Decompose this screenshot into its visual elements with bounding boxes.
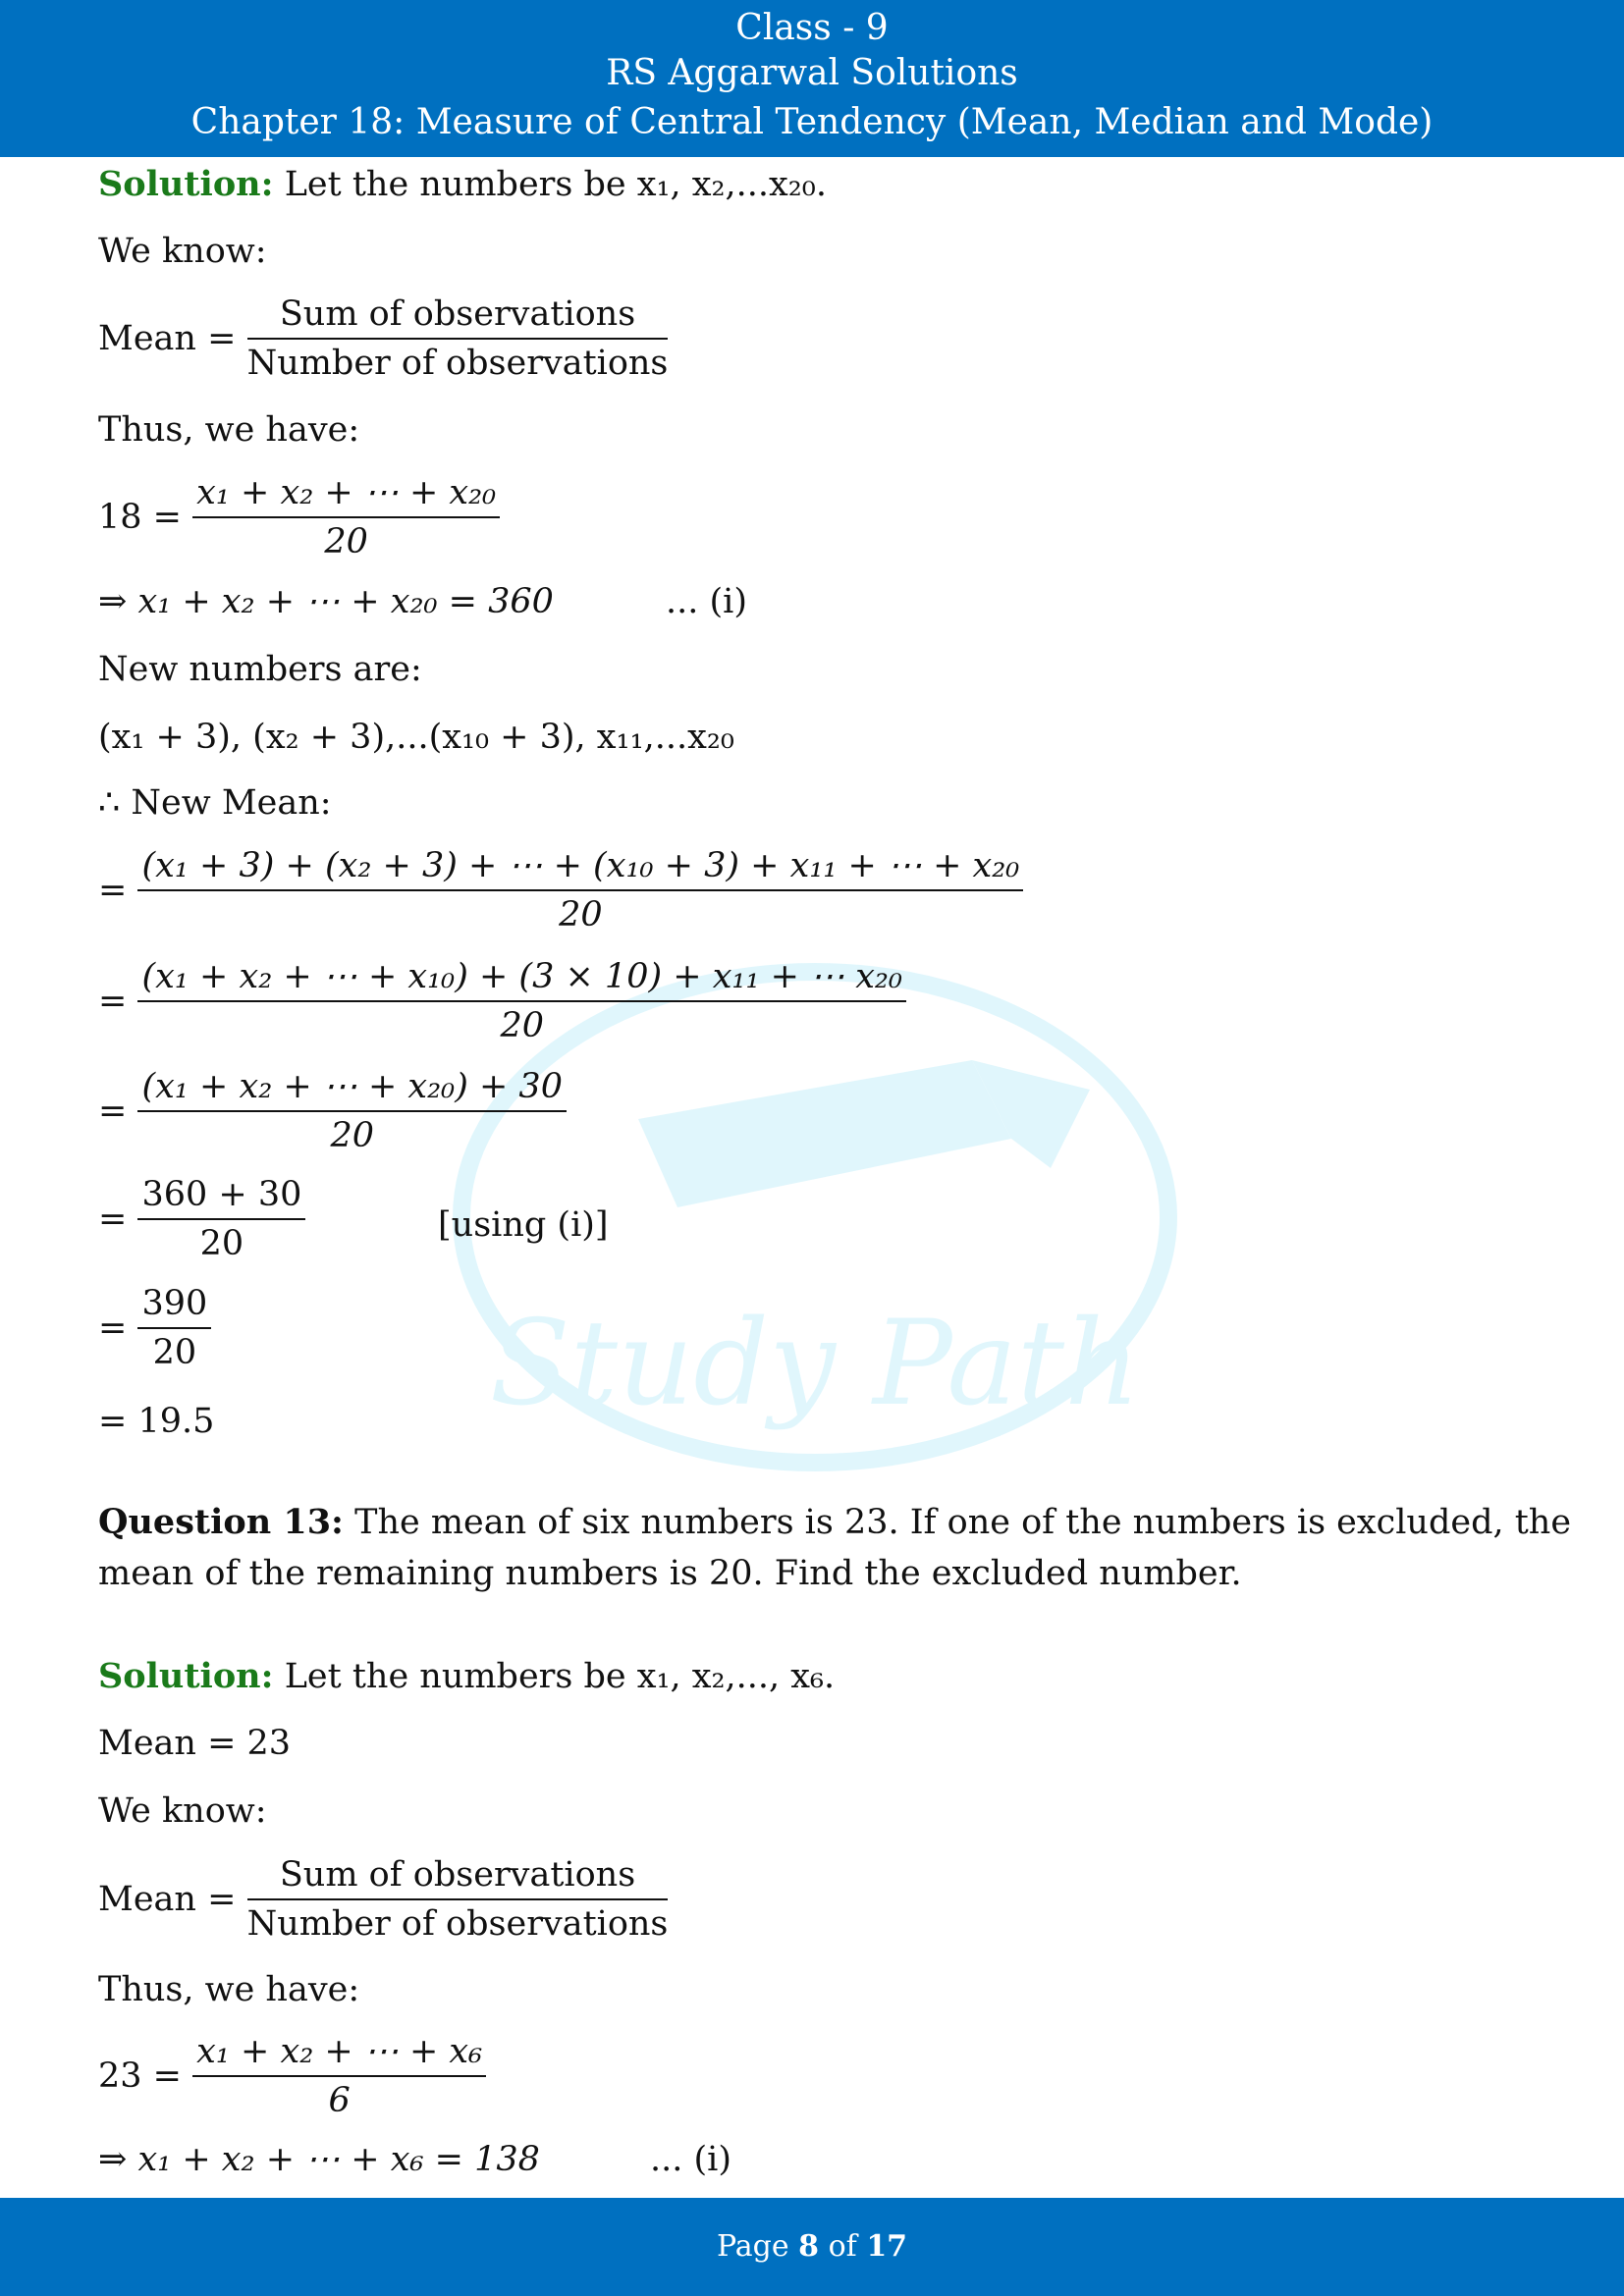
step-3-fraction [137,1067,567,1155]
header-book: RS Aggarwal Solutions [606,53,1018,93]
equation-1-numerator: x₁ + x₂ + ⋯ + x₂₀ [192,473,500,518]
footer-page-total: 17 [866,2229,908,2264]
mean-fraction [247,294,669,383]
step-5-denominator: 20 [152,1333,197,1372]
solution-2-intro-text: Let the numbers be x₁, x₂,..., x₆. [284,1657,836,1696]
step-2-equals: = [98,982,128,1021]
step-4-numerator: 360 + 30 [137,1175,305,1220]
mean-denominator: Number of observations [246,344,669,383]
step-4 [98,1175,305,1263]
step-2 [98,957,906,1045]
new-numbers-list: (x₁ + 3), (x₂ + 3),...(x₁₀ + 3), x₁₁,...x₂₀ [98,718,734,757]
solution-intro-text: Let the numbers be x₁, x₂,...x₂₀. [284,165,827,204]
step-3-equals: = [98,1092,128,1131]
step-2-denominator: 20 [500,1006,544,1045]
equation-4: ⇒ x₁ + x₂ + ⋯ + x₆ = 138 [98,2140,540,2179]
question-13-label: Question 13: [98,1502,344,1542]
mean-formula [98,294,668,383]
step-5-numerator: 390 [137,1284,211,1329]
step-2-numerator: (x₁ + x₂ + ⋯ + x₁₀) + (3 × 10) + x₁₁ + ⋯ x₂₀ [137,957,906,1002]
mean-value: Mean = 23 [98,1724,292,1763]
watermark-text: Study Path [489,1296,1141,1432]
step-5-fraction [137,1284,211,1372]
new-numbers-label: New numbers are: [98,650,422,689]
equation-4-tag: ... (i) [650,2140,732,2179]
question-13-line-1 [98,1502,1571,1542]
question-13-text-1: The mean of six numbers is 23. If one of the numbers is excluded, the [354,1503,1572,1542]
step-3-numerator: (x₁ + x₂ + ⋯ + x₂₀) + 30 [137,1067,567,1112]
solution-2-label: Solution: [98,1656,274,1696]
step-4-denominator: 20 [199,1224,244,1263]
step-4-equals: = [98,1200,128,1239]
step-4-tag: [using (i)] [438,1205,609,1245]
header-class: Class - 9 [735,8,889,48]
solution-intro [98,164,827,204]
mean-numerator-2: Sum of observations [247,1855,669,1900]
equation-1 [98,473,500,561]
mean-word: Mean = [98,319,237,358]
equation-3-denominator: 6 [328,2081,351,2120]
step-1-denominator: 20 [559,895,603,934]
step-5 [98,1284,211,1372]
step-1 [98,846,1023,934]
step-4-fraction [137,1175,305,1263]
solution-2-intro [98,1656,835,1696]
thus-we-have: Thus, we have: [98,410,360,450]
step-1-equals: = [98,871,128,910]
we-know-2: We know: [98,1791,267,1831]
mean-fraction-2 [247,1855,669,1944]
result: = 19.5 [98,1402,215,1441]
we-know: We know: [98,232,267,271]
page-header [0,0,1624,157]
page-footer [0,2198,1624,2296]
mean-formula-2 [98,1855,668,1944]
mean-numerator: Sum of observations [247,294,669,340]
step-3-denominator: 20 [330,1116,374,1155]
step-1-numerator: (x₁ + 3) + (x₂ + 3) + ⋯ + (x₁₀ + 3) + x₁₁ + ⋯ + x₂₀ [137,846,1023,891]
footer-page-word: Page [716,2229,789,2264]
mean-denominator-2: Number of observations [246,1904,669,1944]
equation-3 [98,2032,486,2120]
step-3 [98,1067,567,1155]
equation-3-numerator: x₁ + x₂ + ⋯ + x₆ [192,2032,486,2077]
equation-3-fraction [192,2032,486,2120]
step-1-fraction [137,846,1023,934]
equation-1-fraction [192,473,500,561]
step-2-fraction [137,957,906,1045]
equation-2: ⇒ x₁ + x₂ + ⋯ + x₂₀ = 360 [98,582,554,621]
step-5-equals: = [98,1308,128,1348]
new-mean-label: ∴ New Mean: [98,783,332,823]
equation-1-denominator: 20 [324,522,368,561]
thus-we-have-2: Thus, we have: [98,1970,360,2009]
footer-of-word: of [828,2229,857,2264]
equation-1-lhs: 18 = [98,498,182,537]
equation-2-tag: ... (i) [666,582,748,621]
question-13-text-2: mean of the remaining numbers is 20. Find the excluded number. [98,1554,1242,1593]
header-chapter: Chapter 18: Measure of Central Tendency (Mean, Median and Mode) [190,102,1434,142]
solution-label: Solution: [98,164,274,204]
footer-page-number: 8 [798,2229,820,2264]
mean-word-2: Mean = [98,1880,237,1919]
equation-3-lhs: 23 = [98,2056,182,2096]
